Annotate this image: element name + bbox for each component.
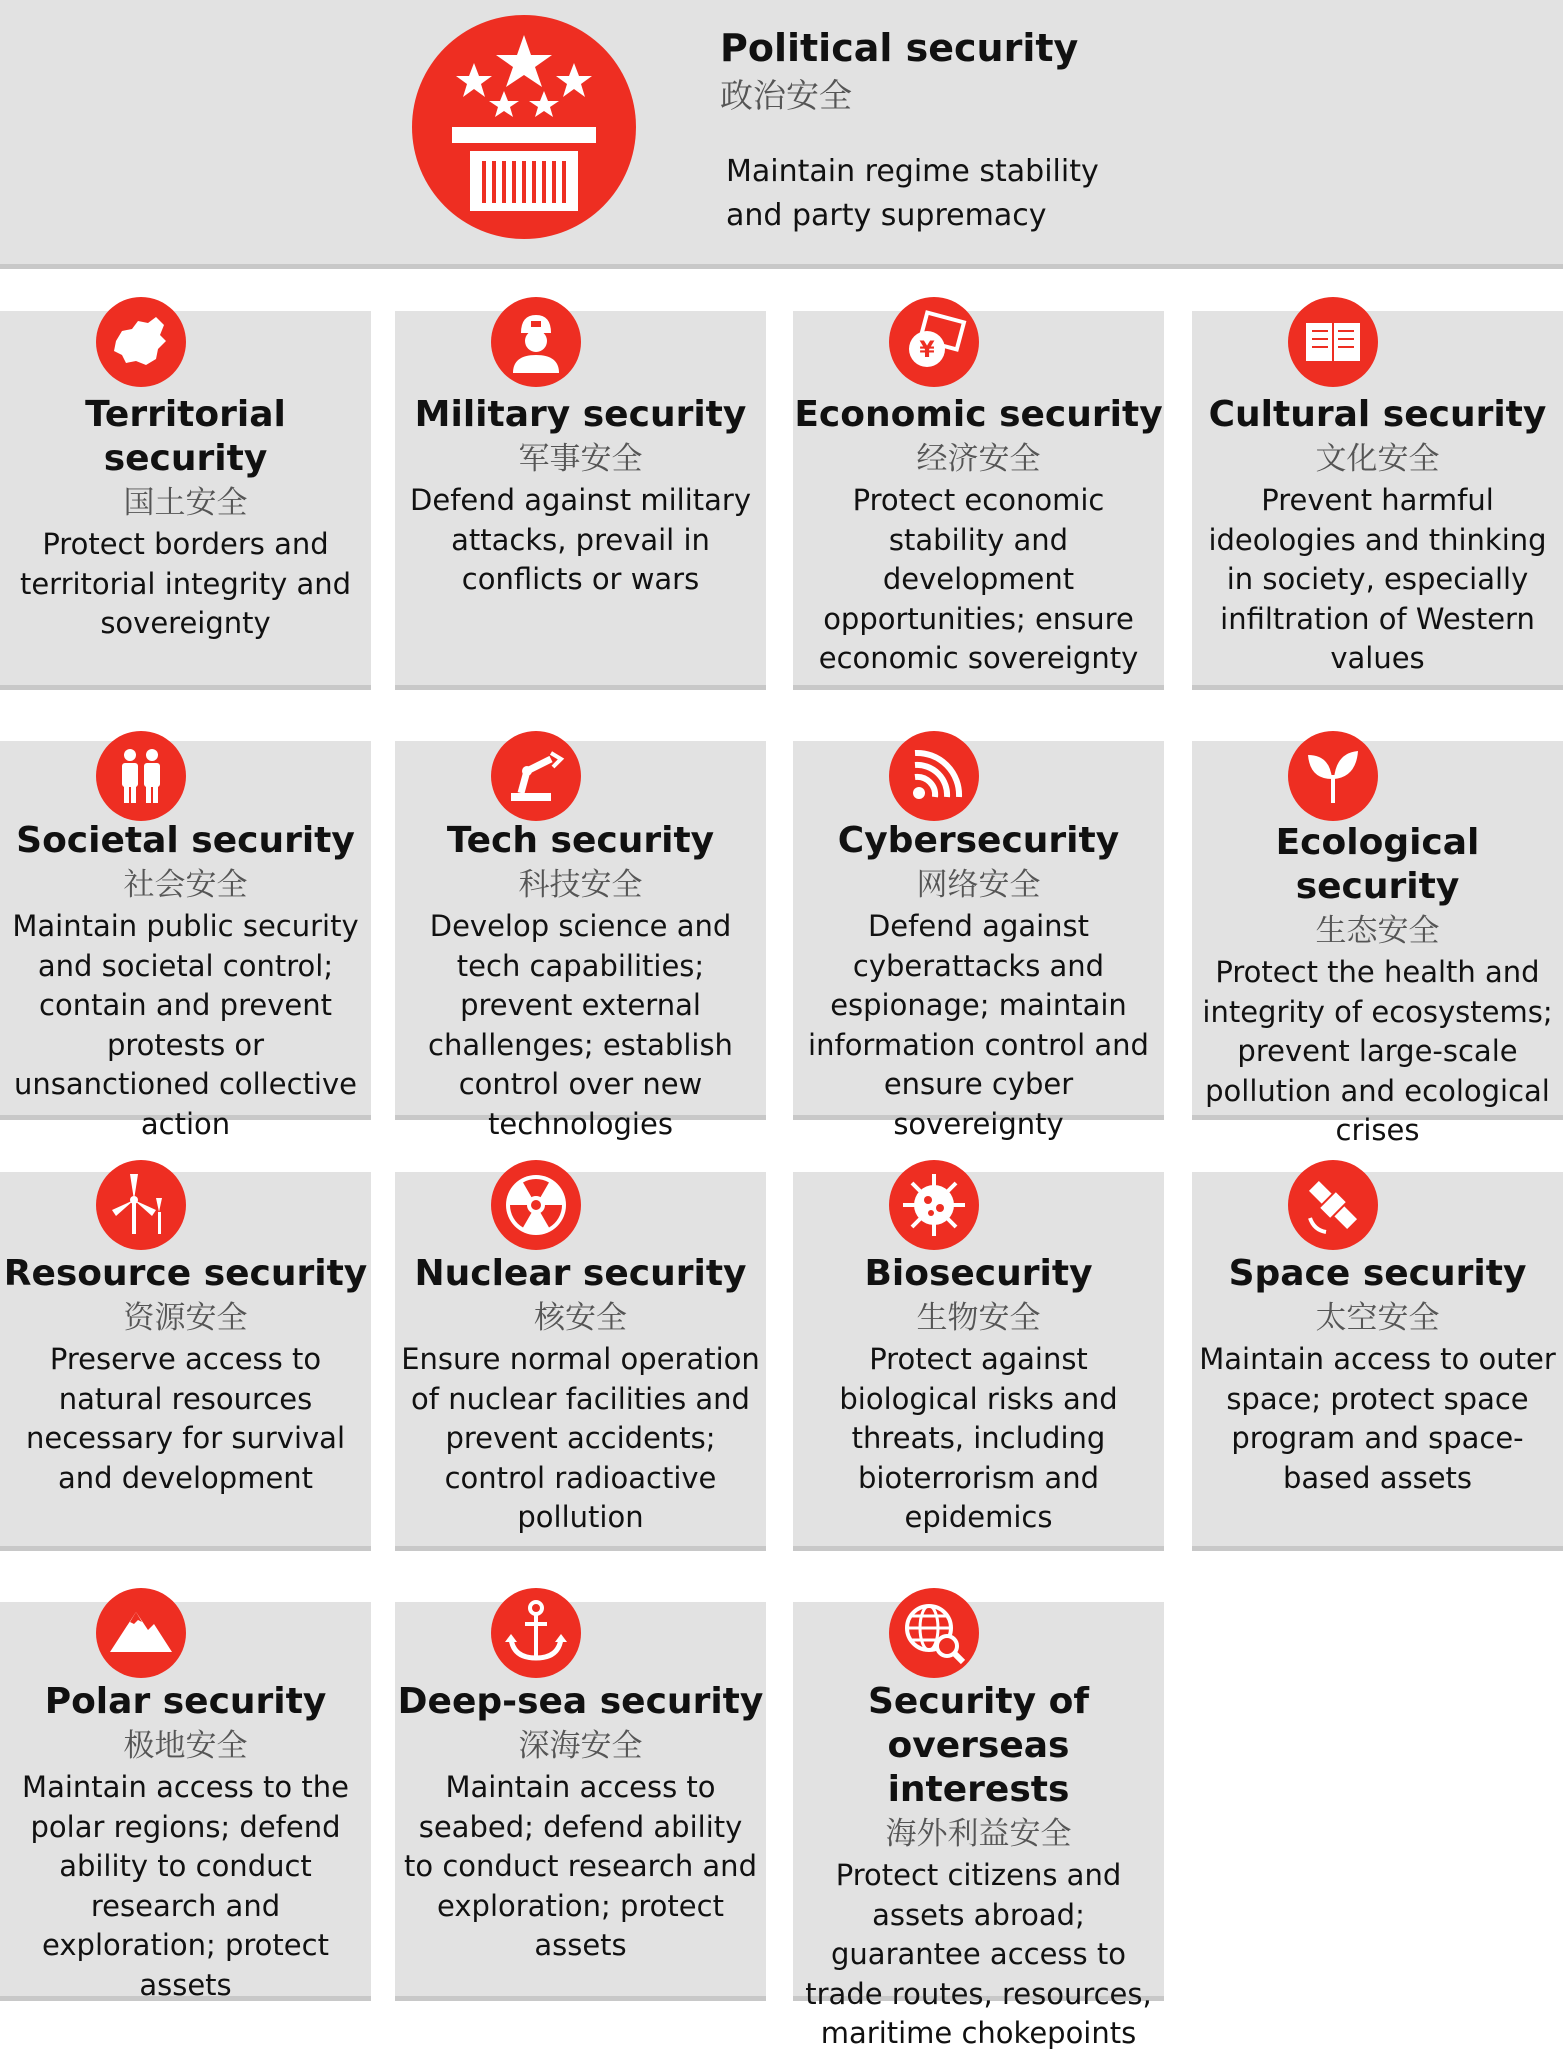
card-title: Nuclear security (414, 1253, 747, 1294)
card-nuclear (395, 1172, 766, 1551)
card-cn: 资源安全 (123, 1300, 248, 1336)
card-territorial (0, 311, 371, 690)
robot-arm-icon (491, 731, 581, 821)
radiation-icon (491, 1160, 581, 1250)
card-societal (0, 741, 371, 1141)
card-space (1192, 1172, 1563, 1551)
card-title: Economic security (794, 394, 1163, 435)
political-cn: 政治安全 (720, 76, 852, 115)
people-icon (96, 731, 186, 821)
card-cultural (1192, 311, 1563, 690)
satellite-icon (1288, 1160, 1378, 1250)
card-title: Military security (414, 394, 747, 435)
book-icon (1288, 297, 1378, 387)
card-desc: Maintain access to seabed; defend ability to conduct research and exploration; protect assets (404, 1770, 757, 1962)
card-title: Resource security (3, 1253, 368, 1294)
card-desc: Preserve access to natural resources necessary for survival and development (25, 1342, 345, 1495)
card-title: Polar security (44, 1681, 327, 1722)
card-desc: Defend against military attacks, prevail in conflicts or wars (410, 483, 751, 596)
card-resource (0, 1172, 371, 1551)
political-title: Political security (720, 26, 1079, 70)
card-desc: Develop science and tech capabilities; prevent external challenges; establish control over new technologies (428, 909, 733, 1141)
card-cn: 极地安全 (123, 1728, 248, 1764)
card-desc: Ensure normal operation of nuclear facilities and prevent accidents; control radioactive pollution (401, 1342, 760, 1534)
political-desc: Maintain regime stability and party supremacy (726, 154, 1099, 233)
virus-icon (889, 1160, 979, 1250)
card-title: Cultural security (1208, 394, 1547, 435)
leaf-icon (1288, 731, 1378, 821)
card-desc: Maintain public security and societal control; contain and prevent protests or unsanctioned collective action (12, 909, 359, 1141)
wind-turbine-icon (96, 1160, 186, 1250)
card-cn: 国土安全 (123, 485, 248, 521)
card-cn: 科技安全 (518, 867, 643, 903)
china-map-icon (96, 297, 186, 387)
card-desc: Defend against cyberattacks and espionage; maintain information control and ensure cyber sovereignty (808, 909, 1149, 1141)
card-cn: 生物安全 (916, 1300, 1041, 1336)
card-desc: Protect borders and territorial integrity and sovereignty (19, 527, 352, 640)
card-cyber (793, 741, 1164, 1141)
card-economic (793, 311, 1164, 690)
card-title: Ecological security (1275, 822, 1480, 907)
card-cn: 网络安全 (916, 867, 1041, 903)
card-title: Space security (1228, 1253, 1527, 1294)
card-desc: Protect citizens and assets abroad; guarantee access to trade routes, resources, maritime chokepoints (805, 1858, 1152, 2050)
signal-icon (889, 731, 979, 821)
card-title: Cybersecurity (837, 820, 1120, 861)
card-cn: 深海安全 (518, 1728, 643, 1764)
card-cn: 社会安全 (123, 867, 248, 903)
card-cn: 生态安全 (1315, 913, 1440, 949)
card-title: Security of overseas interests (867, 1681, 1089, 1810)
yuan-coin-icon (889, 297, 979, 387)
svg-text:¥: ¥ (919, 338, 935, 363)
card-cn: 文化安全 (1315, 441, 1440, 477)
card-desc: Maintain access to the polar regions; defend ability to conduct research and exploration; protect assets (22, 1770, 349, 2002)
card-bio (793, 1172, 1164, 1551)
mountain-icon (96, 1588, 186, 1678)
globe-search-icon (889, 1588, 979, 1678)
card-desc: Protect against biological risks and threats, including bioterrorism and epidemics (839, 1342, 1118, 1534)
card-title: Tech security (446, 820, 715, 861)
card-title: Societal security (16, 820, 355, 861)
card-cn: 军事安全 (518, 441, 643, 477)
card-desc: Protect the health and integrity of ecosystems; prevent large-scale pollution and ecological crises (1202, 955, 1553, 1147)
card-ecological (1192, 741, 1563, 1147)
card-title: Biosecurity (864, 1253, 1093, 1294)
card-cn: 经济安全 (916, 441, 1041, 477)
anchor-icon (491, 1588, 581, 1678)
card-military (395, 311, 766, 690)
card-cn: 太空安全 (1315, 1300, 1440, 1336)
card-polar (0, 1602, 371, 2001)
card-tech (395, 741, 766, 1141)
political-security-banner (0, 0, 1563, 269)
flag-building-icon (412, 15, 636, 239)
card-desc: Prevent harmful ideologies and thinking in society, especially infiltration of Western values (1208, 483, 1547, 675)
card-cn: 核安全 (534, 1300, 627, 1336)
card-title: Territorial security (85, 394, 286, 479)
soldier-icon (491, 297, 581, 387)
card-deepsea (395, 1602, 766, 2001)
card-desc: Protect economic stability and development opportunities; ensure economic sovereignty (818, 483, 1139, 675)
card-desc: Maintain access to outer space; protect space program and space-based assets (1199, 1342, 1556, 1495)
card-cn: 海外利益安全 (885, 1816, 1072, 1852)
card-overseas (793, 1602, 1164, 2050)
card-title: Deep-sea security (397, 1681, 764, 1722)
